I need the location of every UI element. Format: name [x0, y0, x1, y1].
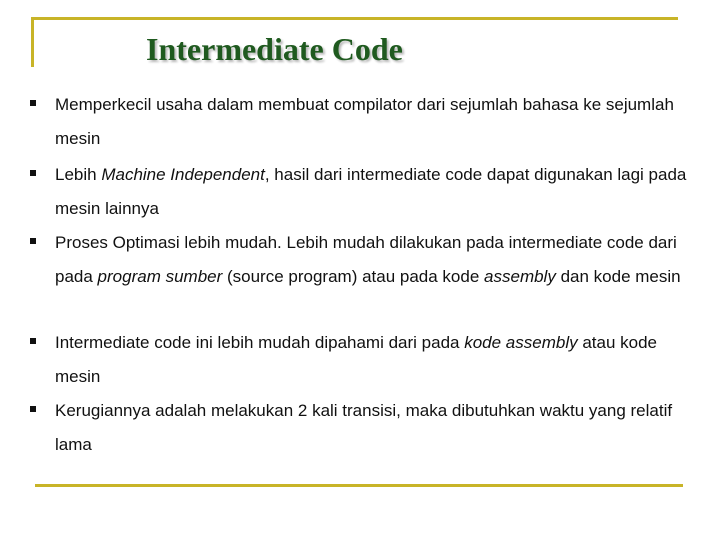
- square-bullet-icon: [30, 238, 36, 244]
- bullet-text-run: Intermediate code ini lebih mudah dipahami dari pada: [55, 333, 465, 352]
- bullet-text-italic: program sumber: [97, 267, 223, 286]
- bullet-text-italic: assembly: [484, 267, 556, 286]
- square-bullet-icon: [30, 170, 36, 176]
- bullet-text-italic: Machine Independent: [101, 165, 265, 184]
- square-bullet-icon: [30, 338, 36, 344]
- bullet-text: [55, 158, 695, 226]
- bullet-text-italic: kode assembly: [464, 333, 578, 352]
- bullet-text-run: Kerugiannya adalah melakukan 2 kali transisi, maka dibutuhkan waktu yang relatif lama: [55, 401, 677, 454]
- square-bullet-icon: [30, 406, 36, 412]
- bullet-text: [55, 226, 695, 294]
- slide-title: Intermediate Code: [146, 31, 403, 67]
- bullet-text-run: dan kode mesin: [555, 267, 681, 286]
- bullet-text-run: (source program) atau pada kode: [222, 267, 485, 286]
- bullet-text-run: Proses Optimasi lebih mudah. Lebih mudah dilakukan pada intermediate code dari pada: [55, 233, 682, 286]
- square-bullet-icon: [30, 100, 36, 106]
- bullet-text-run: atau kode mesin: [55, 333, 662, 386]
- bullet-text-run: Memperkecil usaha dalam membuat compilator dari sejumlah bahasa ke sejumlah mesin: [55, 95, 679, 148]
- bullet-text-run: Lebih: [55, 165, 102, 184]
- bullet-text: [55, 326, 695, 394]
- bottom-rule: [35, 484, 683, 487]
- bullet-text-run: , hasil dari intermediate code dapat digunakan lagi pada mesin lainnya: [55, 165, 692, 218]
- bullet-text: [55, 88, 695, 156]
- bullet-text: [55, 394, 695, 462]
